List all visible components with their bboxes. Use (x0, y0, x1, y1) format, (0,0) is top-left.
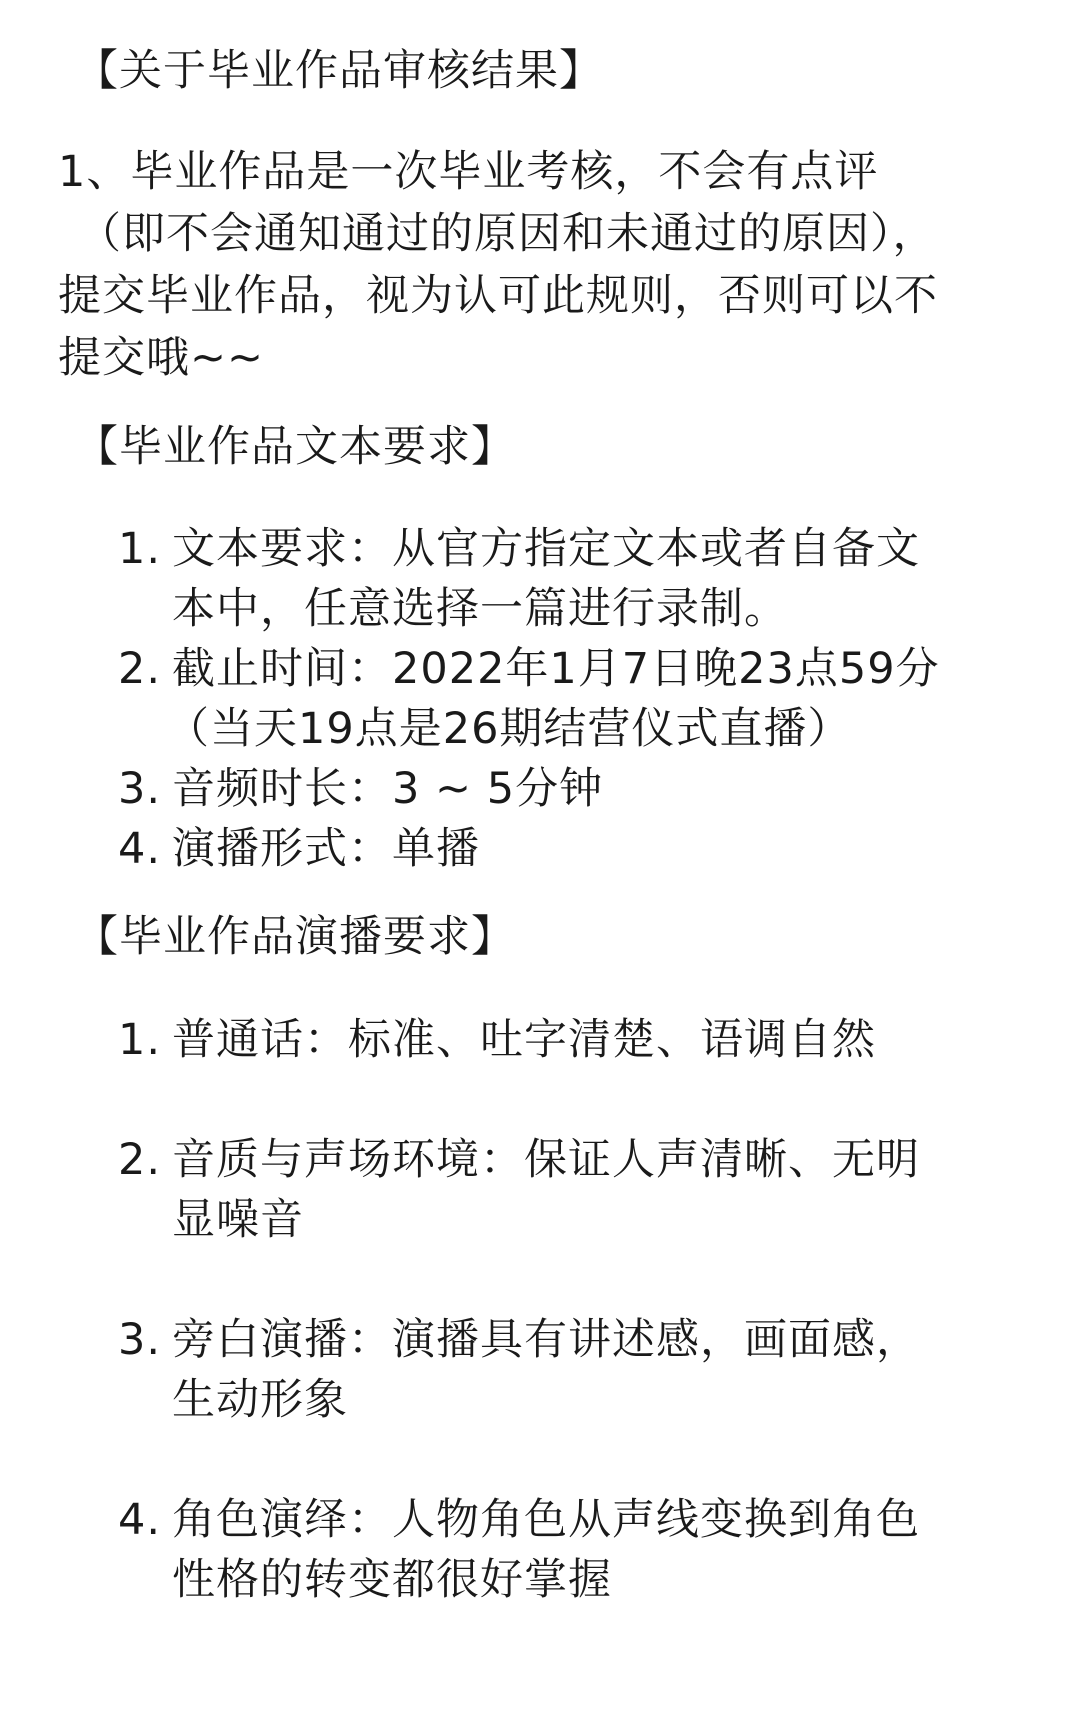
list-item-number: 1. (118, 1015, 162, 1065)
list-item-line: 音质与声场环境：保证人声清晰、无明 (172, 1135, 920, 1185)
list-item-line: 普通话：标准、吐字清楚、语调自然 (172, 1015, 876, 1065)
list-item-line: 显噪音 (172, 1195, 304, 1245)
list-item (0, 819, 1079, 879)
section-heading-review-result: 【关于毕业作品审核结果】 (75, 46, 603, 96)
list-item-line: 音频时长：3 ~ 5分钟 (172, 764, 604, 814)
list-item-line: 角色演绎：人物角色从声线变换到角色 (172, 1495, 920, 1545)
section-heading-performance-requirements: 【毕业作品演播要求】 (75, 912, 515, 962)
list-item-line: 本中，任意选择一篇进行录制。 (172, 584, 788, 634)
list-item-number: 2. (118, 644, 162, 694)
list-item-number: 3. (118, 764, 162, 814)
list-item (0, 639, 1079, 759)
list-item-line: 演播形式：单播 (172, 824, 480, 874)
text-requirements-list (0, 519, 1079, 879)
paragraph-line: 提交哦~~ (58, 333, 265, 383)
performance-requirements-list (0, 1010, 1079, 1610)
list-item (0, 759, 1079, 819)
list-item-line: 旁白演播：演播具有讲述感，画面感， (172, 1315, 920, 1365)
list-item-line: （当天19点是26期结营仪式直播） (166, 704, 852, 754)
list-item-number: 4. (118, 824, 162, 874)
list-item-number: 1. (118, 524, 162, 574)
list-item (0, 519, 1079, 639)
list-item (0, 1010, 1079, 1070)
list-item-line: 文本要求：从官方指定文本或者自备文 (172, 524, 920, 574)
paragraph-line: （即不会通知通过的原因和未通过的原因）， (78, 209, 937, 259)
list-item-line: 性格的转变都很好掌握 (172, 1555, 612, 1605)
paragraph-line: 提交毕业作品，视为认可此规则，否则可以不 (58, 271, 938, 321)
review-paragraph (58, 141, 1018, 389)
list-item (0, 1130, 1079, 1250)
list-item (0, 1490, 1079, 1610)
list-item-number: 2. (118, 1135, 162, 1185)
list-item-number: 4. (118, 1495, 162, 1545)
list-item-line: 截止时间：2022年1月7日晚23点59分 (172, 644, 940, 694)
section-heading-text-requirements: 【毕业作品文本要求】 (75, 422, 515, 472)
list-item-number: 3. (118, 1315, 162, 1365)
paragraph-line: 1、毕业作品是一次毕业考核，不会有点评 (58, 147, 879, 197)
list-item (0, 1310, 1079, 1430)
list-item-line: 生动形象 (172, 1375, 348, 1425)
